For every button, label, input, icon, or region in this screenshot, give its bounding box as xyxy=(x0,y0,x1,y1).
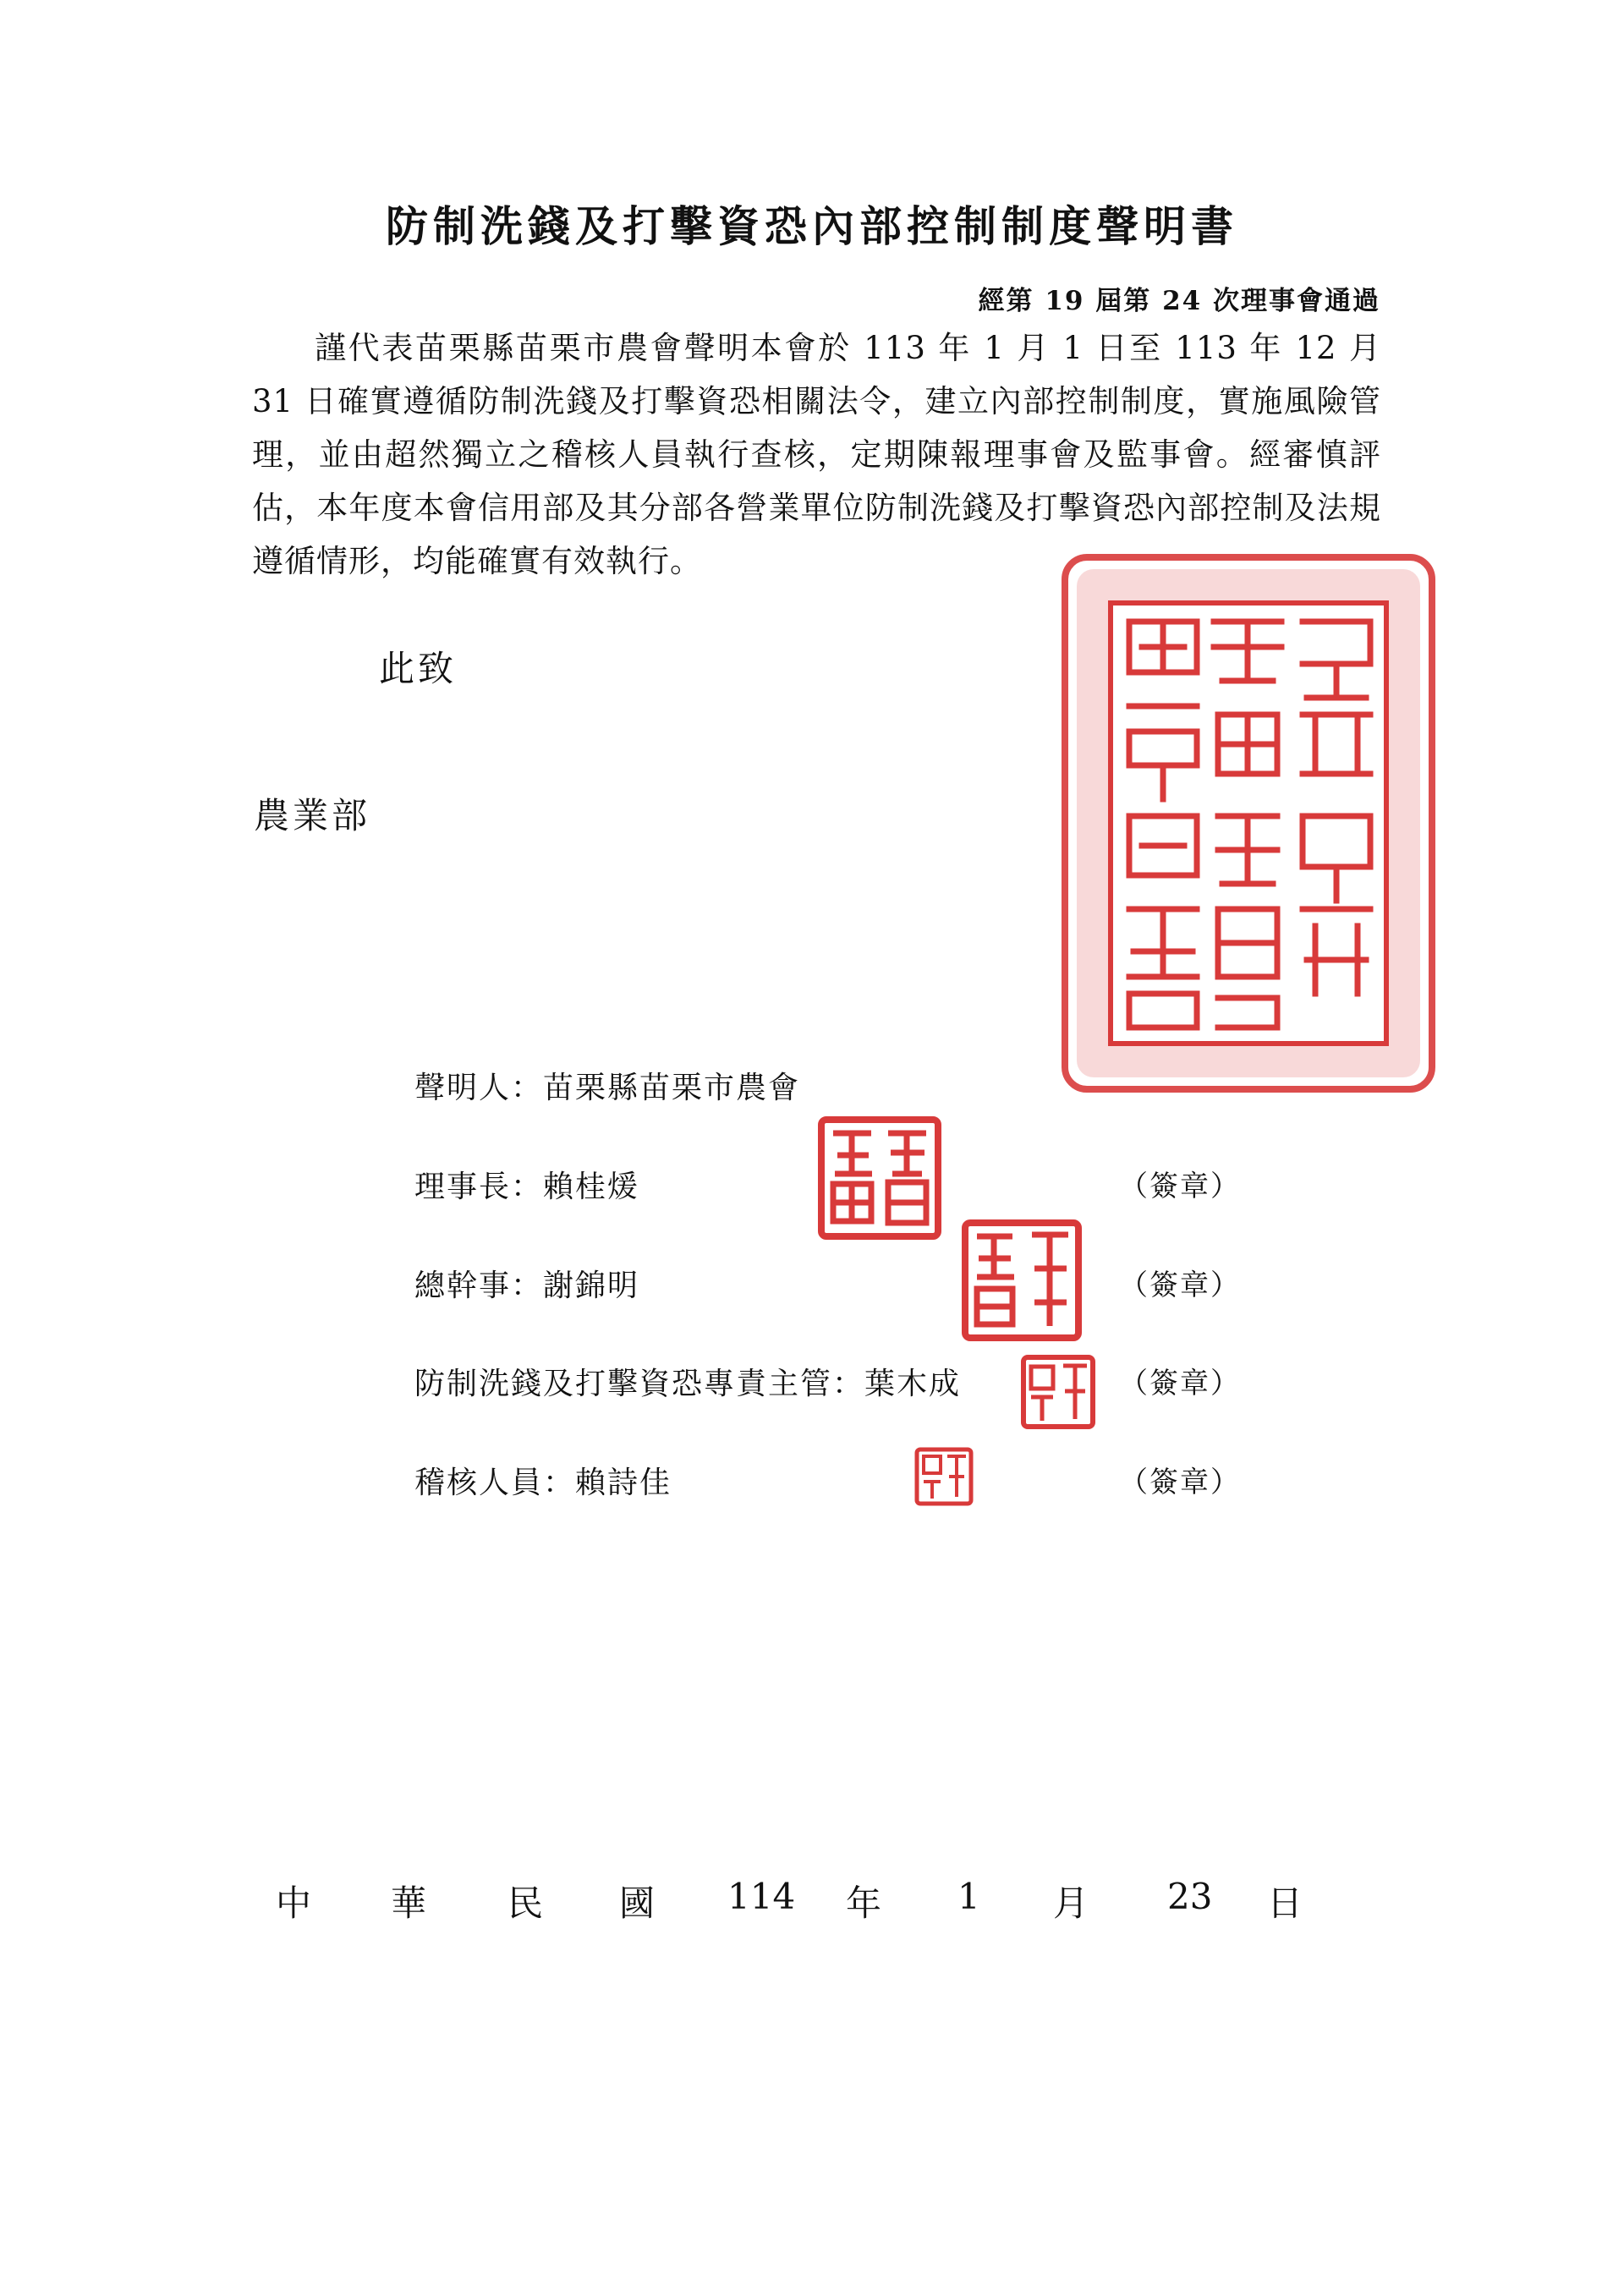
date-year: 114 xyxy=(727,1876,796,1917)
closing-phrase: 此致 xyxy=(379,648,458,689)
auditor-seal-icon xyxy=(914,1446,974,1507)
date-char-hua: 華 xyxy=(391,1882,427,1924)
declarant-line: 聲明人：苗栗縣苗栗市農會 xyxy=(414,1071,801,1105)
recipient: 農業部 xyxy=(254,795,371,836)
date-month-unit: 月 xyxy=(1053,1882,1089,1924)
date-char-zhong: 中 xyxy=(276,1882,312,1924)
aml-officer-line: 防制洗錢及打擊資恐專責主管：葉木成 xyxy=(414,1367,962,1401)
aml-officer-sign-mark: （簽章） xyxy=(1119,1367,1241,1400)
date-day-unit: 日 xyxy=(1267,1882,1303,1924)
date-day: 23 xyxy=(1167,1876,1213,1917)
date-month: 1 xyxy=(957,1876,980,1917)
general-manager-line: 總幹事：謝錦明 xyxy=(414,1269,640,1303)
aml-officer-seal-icon xyxy=(1019,1353,1097,1431)
auditor-sign-mark: （簽章） xyxy=(1119,1466,1241,1499)
auditor-line: 稽核人員：賴詩佳 xyxy=(414,1466,672,1500)
chairman-sign-mark: （簽章） xyxy=(1119,1170,1241,1203)
general-manager-seal-icon xyxy=(960,1218,1084,1343)
date-char-min: 民 xyxy=(508,1882,544,1924)
chairman-line: 理事長：賴桂煖 xyxy=(414,1170,640,1204)
chairman-seal-icon xyxy=(816,1115,943,1241)
document-title: 防制洗錢及打擊資恐內部控制制度聲明書 xyxy=(386,201,1238,251)
general-manager-sign-mark: （簽章） xyxy=(1119,1269,1241,1302)
date-char-guo: 國 xyxy=(619,1882,656,1924)
document-date xyxy=(271,1876,1303,1926)
approval-note: 經第 19 屆第 24 次理事會通過 xyxy=(978,286,1380,316)
declaration-body: 謹代表苗栗縣苗栗市農會聲明本會於 113 年 1 月 1 日至 113 年 12 月 31 日確實遵循防制洗錢及打擊資恐相關法令，建立內部控制制度，實施風險管理，並由超然獨立之稽核人員執行查核，定期陳報理事會及監事會。經審慎評估，本年度本會信用部及其分部各營業單位防制洗錢及打擊資恐內部控制及法規遵循情形，均能確實有效執行。 xyxy=(252,330,1381,579)
organization-seal-icon xyxy=(1062,554,1435,1093)
date-year-unit: 年 xyxy=(846,1882,882,1924)
